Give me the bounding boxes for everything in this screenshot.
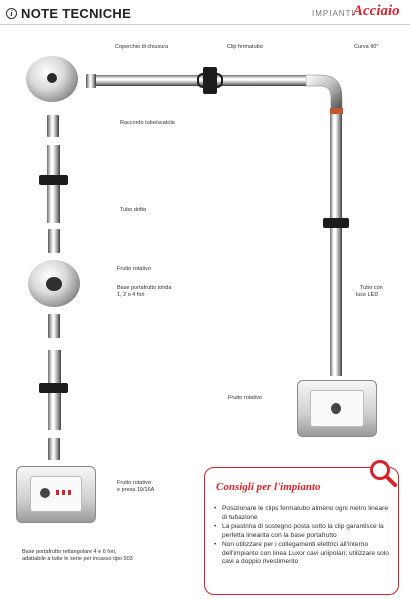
info-icon: i: [6, 8, 17, 19]
label-coperchio: Coperchio di chiusura: [115, 44, 169, 50]
header-divider: [0, 24, 410, 25]
fitting-3: [48, 314, 60, 338]
label-clip: Clip fermatubo: [227, 44, 263, 50]
top-clip-band: [197, 73, 223, 88]
rotary-knob-icon: [46, 277, 62, 291]
horizontal-fitting: [86, 74, 96, 88]
tips-list: [214, 505, 394, 568]
brand-prefix: IMPIANTI: [312, 9, 355, 18]
led-tube: [330, 114, 342, 376]
label-base-tonda-2: 1, 2 o 4 fori: [117, 292, 145, 298]
rect-switch-knob-icon: [331, 403, 341, 414]
label-curva: Curva 90°: [354, 44, 379, 50]
fitting-4: [48, 438, 60, 460]
right-clip: [323, 218, 349, 228]
page-title: NOTE TECNICHE: [21, 6, 132, 21]
cover-screw-icon: [47, 73, 57, 83]
tip-item: • Non utilizzare per i collegamenti elettrici all'interno dell'impianto con linea Luxor cavi unipolari; utilizzare solo cavi a doppio rivestimento: [214, 541, 394, 567]
tip-item: • Posizionare le clips fermatubo almeno ogni metro lineare di tubazione: [214, 505, 394, 522]
label-tubo-led-2: luce LED: [356, 292, 379, 298]
label-base-tonda-1: Base portafrutto tonda: [117, 285, 172, 291]
label-tubo-led-1: Tubo con: [360, 285, 383, 291]
socket-led-icon: [62, 490, 65, 495]
left-clip-2: [39, 383, 68, 393]
raccordo-fitting: [47, 115, 59, 137]
fitting-2: [48, 229, 60, 253]
socket-led-icon: [68, 490, 71, 495]
socket-knob-icon: [40, 488, 50, 498]
led-glow: [333, 120, 336, 370]
label-frutto-presa-2: e presa 10/16A: [117, 487, 155, 493]
magnifier-icon: [368, 458, 398, 488]
brand-name: Acciaio: [353, 3, 400, 19]
socket-led-icon: [56, 490, 59, 495]
label-frutto-presa-1: Frutto rotativo: [117, 480, 151, 486]
label-frutto-rotativo-1: Frutto rotativo: [117, 266, 151, 272]
consigli-title: Consigli per l'impianto: [216, 481, 321, 493]
label-frutto-rotativo-2: Frutto rotativo: [228, 395, 262, 401]
label-raccordo: Raccordo tubo/scatola: [120, 120, 175, 126]
label-base-rett-2: adattabile a tutte le serie per incasso tipo 503: [22, 556, 133, 562]
label-tubo-dritto: Tubo dritto: [120, 207, 147, 213]
left-clip-1: [39, 175, 68, 185]
tip-item: • La piastrina di sostegno posta sotto la clip garantisce la perfetta linearità con la base portafrutto: [214, 523, 394, 540]
label-base-rett-1: Base portafrutto rettangolare 4 e 6 fori,: [22, 549, 117, 555]
curve-90-image: [306, 70, 350, 116]
